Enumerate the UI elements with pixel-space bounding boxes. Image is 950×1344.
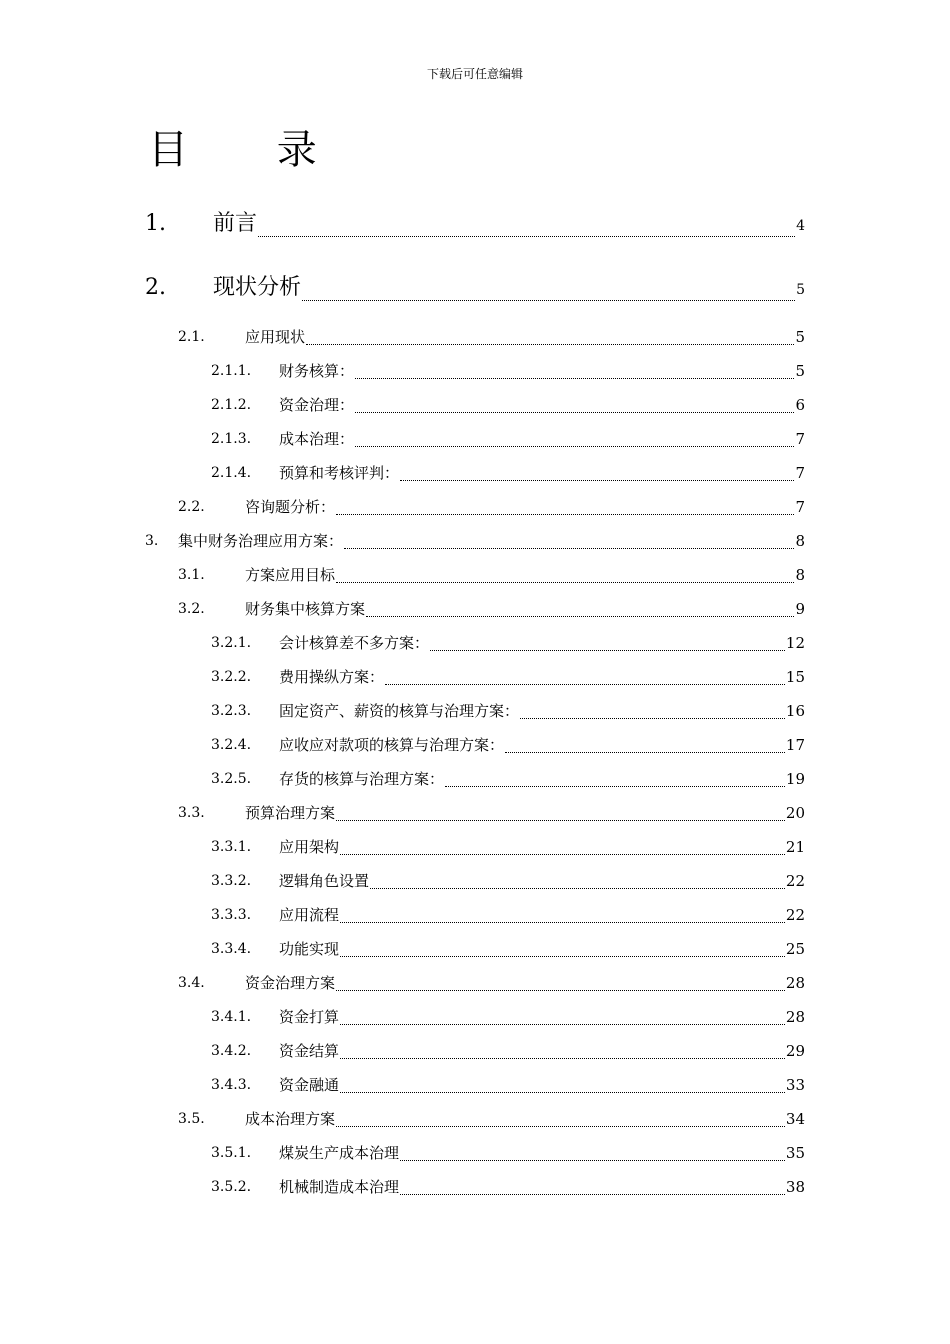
- toc-entry-label: 机械制造成本治理: [279, 1178, 400, 1196]
- toc-leader-dots: [340, 922, 785, 923]
- toc-entry-page: 33: [785, 1076, 805, 1094]
- toc-leader-dots: [520, 718, 785, 719]
- toc-entry-page: 34: [785, 1110, 805, 1128]
- toc-entry-page: 8: [795, 532, 805, 550]
- toc-entry-number: 2.1.: [178, 329, 205, 345]
- toc-entry[interactable]: [0, 1040, 950, 1062]
- toc-entry-number: 1.: [145, 211, 166, 236]
- toc-leader-dots: [340, 854, 785, 855]
- toc-entry-page: 21: [785, 838, 805, 856]
- toc-entry-page: 8: [795, 566, 805, 584]
- toc-entry-label: 资金结算: [279, 1042, 340, 1060]
- toc-entry-page: 4: [796, 218, 805, 234]
- toc-entry[interactable]: [0, 496, 950, 518]
- toc-entry-number: 3.: [145, 533, 159, 549]
- toc-entry-label: 财务核算：: [279, 362, 355, 380]
- toc-entry-number: 2.1.4.: [211, 465, 252, 481]
- toc-entry-number: 2.1.3.: [211, 431, 252, 447]
- toc-entry-page: 5: [796, 282, 805, 298]
- toc-entry[interactable]: [0, 210, 950, 238]
- toc-entry[interactable]: [0, 938, 950, 960]
- toc-entry[interactable]: [0, 564, 950, 586]
- toc-entry[interactable]: [0, 700, 950, 722]
- toc-entry[interactable]: [0, 768, 950, 790]
- toc-entry-label: 咨询题分析：: [245, 498, 336, 516]
- toc-entry-number: 2.2.: [178, 499, 205, 515]
- toc-entry-label: 固定资产、薪资的核算与治理方案：: [279, 702, 520, 720]
- toc-entry-number: 3.5.1.: [211, 1145, 252, 1161]
- toc-entry[interactable]: [0, 394, 950, 416]
- toc-entry[interactable]: [0, 360, 950, 382]
- toc-entry-label: 前言: [213, 211, 258, 236]
- toc-entry[interactable]: [0, 1108, 950, 1130]
- toc-entry-page: 28: [785, 974, 805, 992]
- toc-leader-dots: [340, 956, 785, 957]
- toc-leader-dots: [258, 236, 795, 237]
- toc-entry-page: 20: [785, 804, 805, 822]
- toc-leader-dots: [366, 616, 794, 617]
- toc-entry-page: 22: [785, 906, 805, 924]
- toc-entry-number: 3.4.3.: [211, 1077, 252, 1093]
- toc-entry-number: 3.3.: [178, 805, 205, 821]
- toc-entry-page: 5: [795, 328, 805, 346]
- toc-entry[interactable]: [0, 462, 950, 484]
- toc-leader-dots: [355, 446, 794, 447]
- toc-entry-page: 16: [785, 702, 805, 720]
- toc-entry-page: 38: [785, 1178, 805, 1196]
- toc-leader-dots: [336, 820, 785, 821]
- toc-entry-number: 3.2.1.: [211, 635, 252, 651]
- toc-entry-label: 功能实现: [279, 940, 340, 958]
- toc-entry-label: 资金打算: [279, 1008, 340, 1026]
- toc-entry[interactable]: [0, 1142, 950, 1164]
- toc-entry-page: 17: [785, 736, 805, 754]
- toc-entry-number: 2.1.2.: [211, 397, 252, 413]
- toc-entry-page: 28: [785, 1008, 805, 1026]
- toc-leader-dots: [340, 1024, 785, 1025]
- toc-entry-page: 9: [795, 600, 805, 618]
- toc-entry[interactable]: [0, 1074, 950, 1096]
- toc-leader-dots: [430, 650, 785, 651]
- toc-entry-page: 19: [785, 770, 805, 788]
- toc-entry-number: 3.2.4.: [211, 737, 252, 753]
- toc-entry-page: 15: [785, 668, 805, 686]
- toc-entry-page: 12: [785, 634, 805, 652]
- toc-entry[interactable]: [0, 1176, 950, 1198]
- toc-entry-label: 预算和考核评判：: [279, 464, 400, 482]
- toc-entry[interactable]: [0, 530, 950, 552]
- toc-leader-dots: [445, 786, 785, 787]
- toc-entry[interactable]: [0, 326, 950, 348]
- toc-entry-label: 费用操纵方案：: [279, 668, 385, 686]
- toc-entry-label: 煤炭生产成本治理: [279, 1144, 400, 1162]
- toc-entry-number: 3.3.4.: [211, 941, 252, 957]
- toc-leader-dots: [344, 548, 794, 549]
- toc-entry-label: 财务集中核算方案: [245, 600, 366, 618]
- toc-entry-page: 7: [795, 430, 805, 448]
- toc-entry-label: 方案应用目标: [245, 566, 336, 584]
- toc-entry-label: 应收应对款项的核算与治理方案：: [279, 736, 505, 754]
- toc-entry-number: 2.: [145, 275, 166, 300]
- toc-entry[interactable]: [0, 666, 950, 688]
- toc-leader-dots: [400, 1194, 785, 1195]
- toc-leader-dots: [336, 990, 785, 991]
- toc-entry-label: 存货的核算与治理方案：: [279, 770, 445, 788]
- toc-leader-dots: [505, 752, 785, 753]
- toc-leader-dots: [355, 412, 794, 413]
- toc-entry[interactable]: [0, 632, 950, 654]
- toc-entry[interactable]: [0, 428, 950, 450]
- toc-entry-label: 现状分析: [213, 275, 302, 300]
- toc-entry-page: 7: [795, 498, 805, 516]
- toc-entry[interactable]: [0, 734, 950, 756]
- toc-entry-label: 成本治理：: [279, 430, 355, 448]
- page-title: 目 录: [148, 127, 355, 173]
- toc-entry-number: 3.5.2.: [211, 1179, 252, 1195]
- toc-entry-label: 集中财务治理应用方案：: [178, 532, 344, 550]
- page-header: 下载后可任意编辑: [426, 67, 523, 81]
- toc-entry-label: 预算治理方案: [245, 804, 336, 822]
- toc-entry-number: 2.1.1.: [211, 363, 252, 379]
- toc-leader-dots: [336, 1126, 785, 1127]
- toc-leader-dots: [302, 300, 795, 301]
- toc-entry-label: 应用流程: [279, 906, 340, 924]
- toc-entry-page: 7: [795, 464, 805, 482]
- toc-entry-page: 22: [785, 872, 805, 890]
- toc-entry-label: 成本治理方案: [245, 1110, 336, 1128]
- toc-entry-number: 3.3.2.: [211, 873, 252, 889]
- toc-entry-page: 35: [785, 1144, 805, 1162]
- toc-entry-page: 29: [785, 1042, 805, 1060]
- toc-entry[interactable]: [0, 598, 950, 620]
- toc-leader-dots: [340, 1058, 785, 1059]
- toc-entry-number: 3.1.: [178, 567, 205, 583]
- toc-entry[interactable]: [0, 1006, 950, 1028]
- toc-entry[interactable]: [0, 972, 950, 994]
- toc-leader-dots: [336, 514, 794, 515]
- toc-entry-number: 3.2.: [178, 601, 205, 617]
- toc-entry-number: 3.4.: [178, 975, 205, 991]
- toc-entry-number: 3.2.5.: [211, 771, 252, 787]
- toc-entry-label: 逻辑角色设置: [279, 872, 370, 890]
- toc-leader-dots: [370, 888, 785, 889]
- toc-entry-page: 5: [795, 362, 805, 380]
- toc-entry-number: 3.2.3.: [211, 703, 252, 719]
- toc-entry-page: 25: [785, 940, 805, 958]
- toc-entry[interactable]: [0, 836, 950, 858]
- toc-entry-label: 应用现状: [245, 328, 306, 346]
- toc-entry-number: 3.5.: [178, 1111, 205, 1127]
- toc-entry-label: 应用架构: [279, 838, 340, 856]
- toc-entry-page: 6: [795, 396, 805, 414]
- toc-leader-dots: [306, 344, 794, 345]
- toc-entry-label: 会计核算差不多方案：: [279, 634, 430, 652]
- toc-entry[interactable]: [0, 904, 950, 926]
- toc-leader-dots: [400, 480, 794, 481]
- toc-entry-number: 3.3.1.: [211, 839, 252, 855]
- toc-leader-dots: [340, 1092, 785, 1093]
- toc-leader-dots: [355, 378, 794, 379]
- toc-entry-number: 3.4.2.: [211, 1043, 252, 1059]
- toc-leader-dots: [385, 684, 785, 685]
- toc-leader-dots: [400, 1160, 785, 1161]
- toc-entry-number: 3.3.3.: [211, 907, 252, 923]
- toc-entry[interactable]: [0, 802, 950, 824]
- toc-entry-label: 资金融通: [279, 1076, 340, 1094]
- toc-entry-label: 资金治理方案: [245, 974, 336, 992]
- toc-entry[interactable]: [0, 870, 950, 892]
- toc-leader-dots: [336, 582, 794, 583]
- toc-entry[interactable]: [0, 274, 950, 302]
- toc-entry-number: 3.4.1.: [211, 1009, 252, 1025]
- toc-entry-label: 资金治理：: [279, 396, 355, 414]
- toc-entry-number: 3.2.2.: [211, 669, 252, 685]
